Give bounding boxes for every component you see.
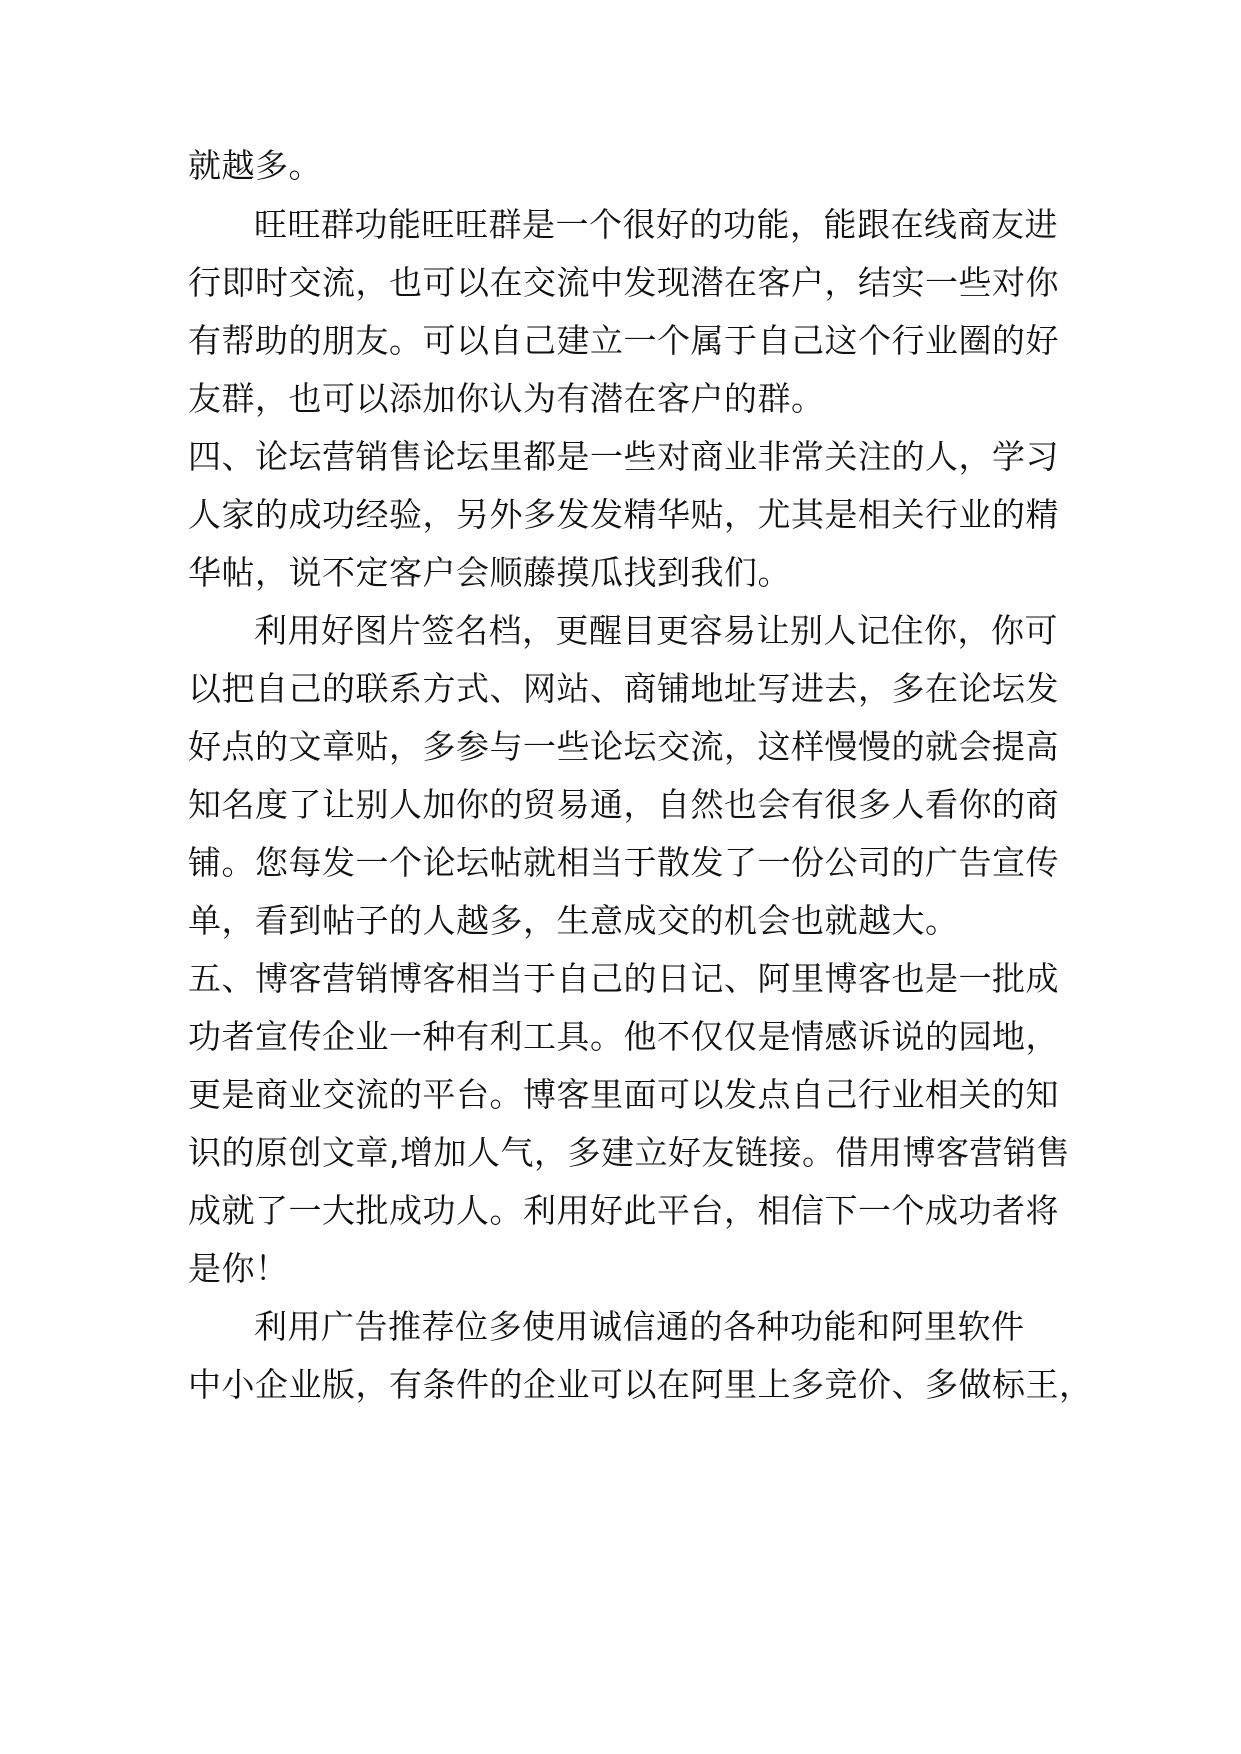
text-line: 就越多。	[188, 146, 322, 185]
text-line: 好点的文章贴，多参与一些论坛交流，这样慢慢的就会提高	[188, 727, 1059, 766]
text-line: 成就了一大批成功人。利用好此平台，相信下一个成功者将	[188, 1191, 1059, 1230]
text-line: 行即时交流，也可以在交流中发现潜在客户，结实一些对你	[188, 263, 1059, 302]
text-line: 单，看到帖子的人越多，生意成交的机会也就越大。	[188, 901, 959, 940]
section-heading-line: 四、论坛营销售论坛里都是一些对商业非常关注的人，学习	[188, 437, 1059, 476]
paragraph-start-line: 旺旺群功能旺旺群是一个很好的功能，能跟在线商友进	[254, 205, 1058, 244]
text-line: 是你！	[188, 1249, 289, 1288]
text-line: 铺。您每发一个论坛帖就相当于散发了一份公司的广告宣传	[188, 843, 1059, 882]
text-line: 人家的成功经验，另外多发发精华贴，尤其是相关行业的精	[188, 495, 1059, 534]
text-line: 更是商业交流的平台。博客里面可以发点自己行业相关的知	[188, 1075, 1059, 1114]
section-heading-line: 五、博客营销博客相当于自己的日记、阿里博客也是一批成	[188, 959, 1059, 998]
paragraph-start-line: 利用广告推荐位多使用诚信通的各种功能和阿里软件	[254, 1307, 1025, 1346]
text-line: 功者宣传企业一种有利工具。他不仅仅是情感诉说的园地，	[188, 1017, 1059, 1056]
text-line: 知名度了让别人加你的贸易通，自然也会有很多人看你的商	[188, 785, 1059, 824]
text-line: 中小企业版，有条件的企业可以在阿里上多竞价、多做标王，	[188, 1365, 1093, 1404]
paragraph-start-line: 利用好图片签名档，更醒目更容易让别人记住你，你可	[254, 611, 1058, 650]
text-line: 友群，也可以添加你认为有潜在客户的群。	[188, 379, 825, 418]
text-line: 华帖，说不定客户会顺藤摸瓜找到我们。	[188, 553, 791, 592]
text-line: 识的原创文章,增加人气，多建立好友链接。借用博客营销售	[188, 1133, 1070, 1172]
text-line: 以把自己的联系方式、网站、商铺地址写进去，多在论坛发	[188, 669, 1059, 708]
text-line: 有帮助的朋友。可以自己建立一个属于自己这个行业圈的好	[188, 321, 1059, 360]
